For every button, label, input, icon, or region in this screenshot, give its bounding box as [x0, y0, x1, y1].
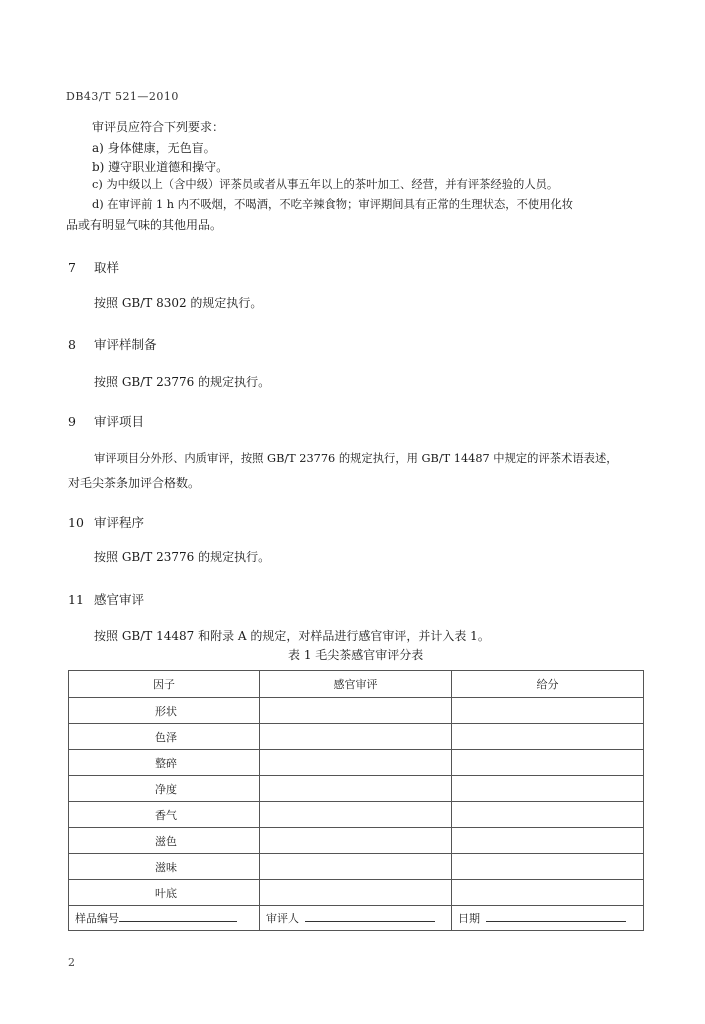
review-cell[interactable]: [260, 750, 452, 776]
review-cell[interactable]: [260, 828, 452, 854]
date-blank[interactable]: [486, 911, 626, 922]
score-cell[interactable]: [452, 828, 644, 854]
section-9-body-line-2: 对毛尖茶条加评合格数。: [68, 476, 201, 490]
factor-cell: 香气: [69, 802, 260, 828]
section-8-heading: [68, 335, 157, 353]
table-header-row: [69, 671, 644, 698]
intro-lead: 审评员应符合下列要求：: [92, 120, 225, 134]
review-cell[interactable]: [260, 854, 452, 880]
score-cell[interactable]: [452, 750, 644, 776]
section-9-heading: [68, 412, 144, 430]
score-cell[interactable]: [452, 724, 644, 750]
section-title: 审评样制备: [94, 337, 157, 352]
reviewer-blank[interactable]: [305, 911, 435, 922]
table-row: [69, 880, 644, 906]
score-cell[interactable]: [452, 698, 644, 724]
review-cell[interactable]: [260, 698, 452, 724]
factor-cell: 滋味: [69, 854, 260, 880]
score-cell[interactable]: [452, 776, 644, 802]
date-label: 日期: [458, 912, 480, 925]
table-row: [69, 802, 644, 828]
section-title: 审评程序: [94, 515, 145, 530]
section-number: 10: [68, 515, 84, 530]
section-number: 9: [68, 414, 76, 429]
factor-cell: 滋色: [69, 828, 260, 854]
section-8-body: 按照 GB/T 23776 的规定执行。: [94, 375, 271, 389]
table-footer-row: [69, 906, 644, 931]
review-cell[interactable]: [260, 802, 452, 828]
section-number: 7: [68, 260, 76, 275]
table-row: [69, 828, 644, 854]
score-cell[interactable]: [452, 802, 644, 828]
section-title: 审评项目: [94, 414, 145, 429]
review-cell[interactable]: [260, 776, 452, 802]
sample-number-blank[interactable]: [119, 911, 237, 922]
factor-cell: 整碎: [69, 750, 260, 776]
factor-cell: 色泽: [69, 724, 260, 750]
section-title: 取样: [94, 260, 120, 275]
section-7-body: 按照 GB/T 8302 的规定执行。: [94, 296, 263, 310]
table-row: [69, 750, 644, 776]
section-number: 8: [68, 337, 76, 352]
reviewer-label: 审评人: [266, 912, 299, 925]
review-cell[interactable]: [260, 880, 452, 906]
section-11-body: 按照 GB/T 14487 和附录 A 的规定，对样品进行感官审评，并计入表 1。: [94, 629, 490, 643]
table-row: [69, 724, 644, 750]
section-11-heading: [68, 590, 144, 608]
table-caption: 表 1 毛尖茶感官审评分表: [288, 648, 424, 662]
requirement-d: d) 在审评前 1 h 内不吸烟，不喝酒，不吃辛辣食物；审评期间具有正常的生理状态，不使用化妆: [92, 198, 574, 211]
section-10-body: 按照 GB/T 23776 的规定执行。: [94, 550, 271, 564]
requirement-a: a) 身体健康，无色盲。: [92, 141, 216, 155]
section-10-heading: [68, 513, 144, 531]
page-number: 2: [68, 956, 75, 969]
score-cell[interactable]: [452, 880, 644, 906]
section-number: 11: [68, 592, 84, 607]
sample-number-label: 样品编号: [75, 912, 119, 925]
header-factor: 因子: [69, 671, 260, 698]
requirement-b: b) 遵守职业道德和操守。: [92, 160, 229, 174]
header-score: 给分: [452, 671, 644, 698]
table-row: [69, 776, 644, 802]
factor-cell: 形状: [69, 698, 260, 724]
section-9-body-line-1: 审评项目分外形、内质审评，按照 GB/T 23776 的规定执行，用 GB/T 14487 中规定的评茶术语表述，: [94, 452, 618, 465]
section-7-heading: [68, 258, 119, 276]
date-cell[interactable]: [452, 906, 644, 931]
score-cell[interactable]: [452, 854, 644, 880]
review-cell[interactable]: [260, 724, 452, 750]
sample-number-cell[interactable]: [69, 906, 260, 931]
sensory-score-table: [68, 670, 644, 931]
requirement-c: c) 为中级以上（含中级）评茶员或者从事五年以上的茶叶加工、经营，并有评茶经验的人员。: [92, 178, 559, 191]
section-title: 感官审评: [94, 592, 145, 607]
requirement-d-continued: 品或有明显气味的其他用品。: [66, 218, 223, 232]
reviewer-cell[interactable]: [260, 906, 452, 931]
standard-code: DB43/T 521—2010: [66, 90, 179, 103]
table-row: [69, 698, 644, 724]
header-sensory-review: 感官审评: [260, 671, 452, 698]
factor-cell: 叶底: [69, 880, 260, 906]
factor-cell: 净度: [69, 776, 260, 802]
table-row: [69, 854, 644, 880]
